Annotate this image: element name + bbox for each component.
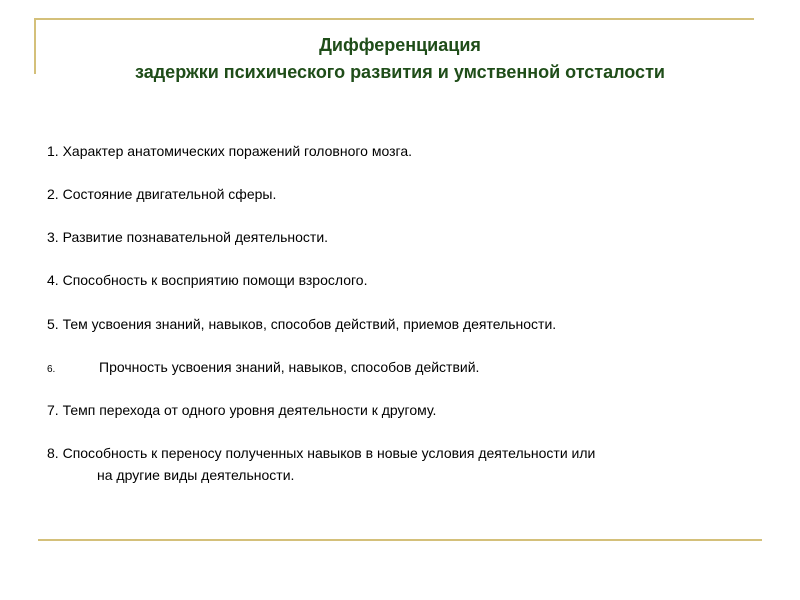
item-number: 4.	[47, 272, 59, 288]
list-item-1	[47, 140, 412, 162]
list-item-5	[47, 313, 556, 335]
item-number: 7.	[47, 402, 59, 418]
item-number: 2.	[47, 186, 59, 202]
item-number: 5.	[47, 316, 59, 332]
list-item-7	[47, 399, 436, 421]
item-text-continuation: на другие виды деятельности.	[97, 467, 295, 483]
list-item-8	[47, 442, 595, 486]
title-line-2: задержки психического развития и умственной отсталости	[135, 62, 665, 82]
item-text: Способность к восприятию помощи взрослого.	[62, 272, 368, 288]
item-text: Темп перехода от одного уровня деятельности к другому.	[62, 402, 437, 418]
item-text: Способность к переносу полученных навыков в новые условия деятельности или	[62, 445, 596, 461]
page-title	[40, 32, 760, 86]
item-text: Прочность усвоения знаний, навыков, способов действий.	[99, 359, 480, 375]
list-item-4	[47, 269, 367, 291]
title-line-1: Дифференциация	[319, 35, 481, 55]
item-number: 1.	[47, 143, 59, 159]
bottom-divider	[38, 539, 762, 541]
left-divider	[34, 18, 36, 74]
item-text: Развитие познавательной деятельности.	[62, 229, 329, 245]
item-number: 6.	[47, 364, 56, 375]
item-number: 3.	[47, 229, 59, 245]
item-text: Состояние двигательной сферы.	[62, 186, 277, 202]
item-text: Тем усвоения знаний, навыков, способов действий, приемов деятельности.	[62, 316, 557, 332]
top-divider	[34, 18, 754, 20]
list-item-6	[47, 356, 479, 381]
item-text: Характер анатомических поражений головного мозга.	[62, 143, 412, 159]
item-number: 8.	[47, 445, 59, 461]
list-item-3	[47, 226, 328, 248]
list-item-2	[47, 183, 276, 205]
